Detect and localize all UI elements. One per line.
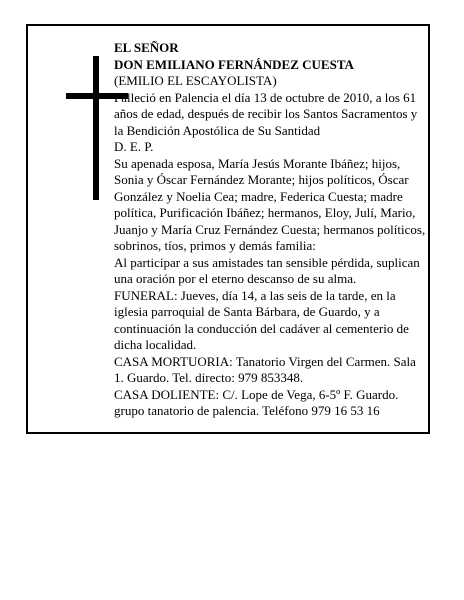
mortuary-info: CASA MORTUORIA: Tanatorio Virgen del Carmen. Sala 1. Guardo. Tel. directo: 979 853348. [114, 353, 416, 385]
family-list: Su apenada esposa, María Jesús Morante Ibáñez; hijos, Sonia y Óscar Fernández Morante; hijos políticos, Óscar González y Noelia Cea; madre, Federica Cuesta; madre política, Purificación Ibáñez; hermanos, Eloy, Julí, Mario, Juanjo y María Cruz Fernández Cuesta; hermanos políticos, sobrinos, tíos, primos y demás familia: [114, 155, 426, 253]
cross-vertical-bar [93, 56, 99, 200]
death-info: Falleció en Palencia el día 13 de octubre de 2010, a los 61 años de edad, después de recibir los Santos Sacramentos y la Bendición Apostólica de Su Santidad [114, 89, 418, 138]
funeral-home-footer: grupo tanatorio de palencia. Teléfono 979 16 53 16 [114, 403, 380, 418]
family-home-info: CASA DOLIENTE: C/. Lope de Vega, 6-5º F. Guardo. [114, 386, 399, 402]
prayer-request: Al participar a sus amistades tan sensible pérdida, suplican una oración por el eterno descanso de su alma. [114, 254, 420, 286]
obituary-text [114, 40, 426, 420]
deceased-name: DON EMILIANO FERNÁNDEZ CUESTA [114, 56, 354, 72]
heading-title: EL SEÑOR [114, 40, 179, 55]
funeral-info: FUNERAL: Jueves, día 14, a las seis de la tarde, en la iglesia parroquial de Santa Bárbara, de Guardo, y a continuación la conducción del cadáver al cementerio de dicha localidad. [114, 287, 409, 352]
deceased-alias: (EMILIO EL ESCAYOLISTA) [114, 73, 277, 88]
rip-text: D. E. P. [114, 139, 154, 154]
obituary-notice [26, 24, 430, 434]
